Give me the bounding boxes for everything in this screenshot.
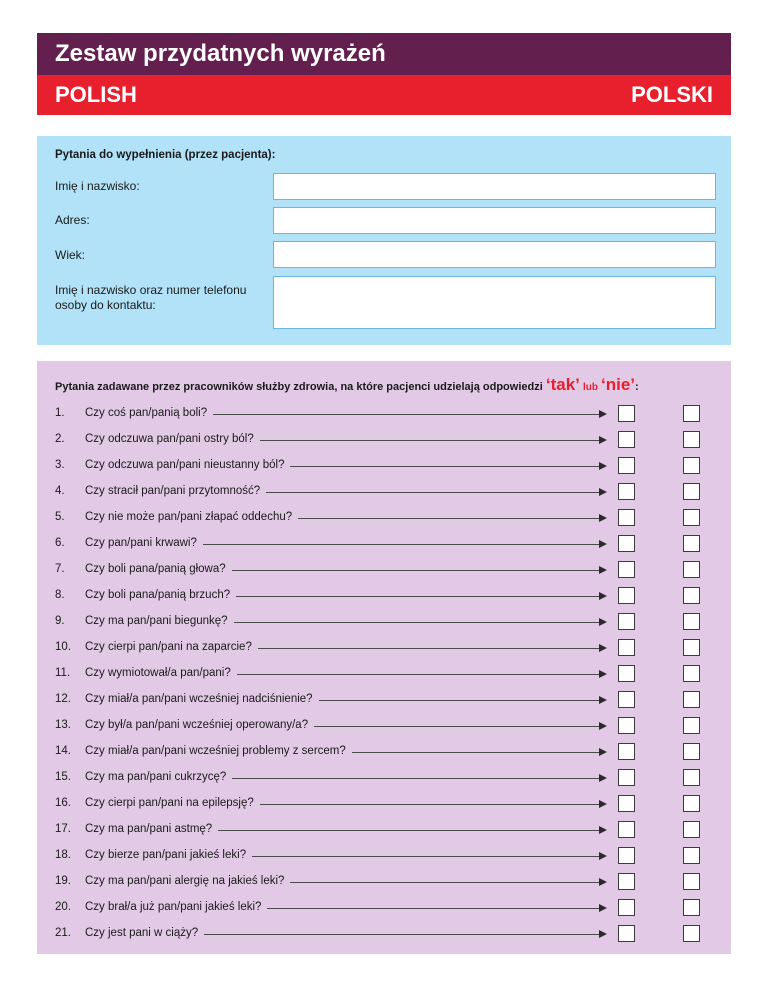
no-checkbox[interactable] xyxy=(683,769,700,786)
arrow-right-icon xyxy=(599,670,607,678)
no-checkbox[interactable] xyxy=(683,925,700,942)
yes-checkbox[interactable] xyxy=(618,691,635,708)
question-text: Czy ma pan/pani alergię na jakieś leki? xyxy=(85,875,285,887)
arrow-right-icon xyxy=(599,488,607,496)
question-text: Czy jest pani w ciąży? xyxy=(85,927,199,939)
arrow-right-icon xyxy=(599,462,607,470)
no-checkbox[interactable] xyxy=(683,665,700,682)
question-number: 13. xyxy=(55,719,71,731)
question-row xyxy=(37,558,731,584)
question-text: Czy boli pana/panią głowa? xyxy=(85,563,226,575)
question-row xyxy=(37,792,731,818)
staff-heading-text: Pytania zadawane przez pracowników służby zdrowia, na które pacjenci udzielają odpowiedzi xyxy=(55,381,543,393)
arrow-right-icon xyxy=(599,540,607,548)
leader-line xyxy=(237,674,603,675)
arrow-right-icon xyxy=(599,826,607,834)
arrow-right-icon xyxy=(599,904,607,912)
yes-checkbox[interactable] xyxy=(618,561,635,578)
question-number: 14. xyxy=(55,745,71,757)
question-text: Czy ma pan/pani biegunkę? xyxy=(85,615,228,627)
question-number: 10. xyxy=(55,641,71,653)
leader-line xyxy=(260,804,603,805)
no-checkbox[interactable] xyxy=(683,743,700,760)
question-text: Czy miał/a pan/pani wcześniej nadciśnienie? xyxy=(85,693,313,705)
yes-checkbox[interactable] xyxy=(618,925,635,942)
or-label: lub xyxy=(582,382,598,393)
arrow-right-icon xyxy=(599,722,607,730)
language-bar xyxy=(37,75,731,115)
leader-line xyxy=(252,856,603,857)
question-row xyxy=(37,428,731,454)
question-row xyxy=(37,714,731,740)
leader-line xyxy=(234,622,603,623)
leader-line xyxy=(203,544,603,545)
no-checkbox[interactable] xyxy=(683,717,700,734)
question-number: 8. xyxy=(55,589,65,601)
leader-line xyxy=(352,752,603,753)
question-number: 4. xyxy=(55,485,65,497)
yes-checkbox[interactable] xyxy=(618,639,635,656)
question-number: 20. xyxy=(55,901,71,913)
question-text: Czy bierze pan/pani jakieś leki? xyxy=(85,849,247,861)
no-checkbox[interactable] xyxy=(683,847,700,864)
leader-line xyxy=(204,934,603,935)
arrow-right-icon xyxy=(599,410,607,418)
question-text: Czy odczuwa pan/pani ostry ból? xyxy=(85,433,254,445)
question-number: 9. xyxy=(55,615,65,627)
question-row xyxy=(37,636,731,662)
no-label: ‘nie’ xyxy=(601,375,636,394)
question-row xyxy=(37,506,731,532)
leader-line xyxy=(232,778,603,779)
staff-questions-section xyxy=(37,361,731,954)
arrow-right-icon xyxy=(599,878,607,886)
question-text: Czy wymiotował/a pan/pani? xyxy=(85,667,231,679)
question-row xyxy=(37,870,731,896)
question-number: 7. xyxy=(55,563,65,575)
question-number: 1. xyxy=(55,407,65,419)
yes-checkbox[interactable] xyxy=(618,873,635,890)
patient-form-section xyxy=(37,136,731,345)
no-checkbox[interactable] xyxy=(683,587,700,604)
question-row xyxy=(37,402,731,428)
no-checkbox[interactable] xyxy=(683,535,700,552)
question-row xyxy=(37,844,731,870)
question-number: 11. xyxy=(55,667,71,679)
patient-form-heading: Pytania do wypełnienia (przez pacjenta): xyxy=(55,149,276,161)
question-text: Czy miał/a pan/pani wcześniej problemy z sercem? xyxy=(85,745,346,757)
question-row xyxy=(37,740,731,766)
field-label-emergency-contact: Imię i nazwisko oraz numer telefonu osoby do kontaktu: xyxy=(55,283,247,312)
question-row xyxy=(37,584,731,610)
arrow-right-icon xyxy=(599,618,607,626)
question-text: Czy stracił pan/pani przytomność? xyxy=(85,485,261,497)
page-title-bar xyxy=(37,33,731,75)
staff-questions-heading xyxy=(55,372,639,401)
question-number: 6. xyxy=(55,537,65,549)
question-number: 12. xyxy=(55,693,71,705)
question-number: 19. xyxy=(55,875,71,887)
arrow-right-icon xyxy=(599,930,607,938)
yes-checkbox[interactable] xyxy=(618,743,635,760)
question-row xyxy=(37,766,731,792)
question-number: 2. xyxy=(55,433,65,445)
yes-checkbox[interactable] xyxy=(618,509,635,526)
no-checkbox[interactable] xyxy=(683,899,700,916)
no-checkbox[interactable] xyxy=(683,509,700,526)
field-label-address: Adres: xyxy=(55,213,90,227)
arrow-right-icon xyxy=(599,852,607,860)
heading-colon: : xyxy=(635,381,639,393)
emergency-contact-field[interactable] xyxy=(273,276,716,329)
language-right-label: POLSKI xyxy=(631,82,713,107)
address-field[interactable] xyxy=(273,207,716,234)
question-row xyxy=(37,688,731,714)
no-checkbox[interactable] xyxy=(683,873,700,890)
question-text: Czy odczuwa pan/pani nieustanny ból? xyxy=(85,459,285,471)
arrow-right-icon xyxy=(599,436,607,444)
no-checkbox[interactable] xyxy=(683,561,700,578)
question-row xyxy=(37,532,731,558)
yes-checkbox[interactable] xyxy=(618,847,635,864)
question-number: 17. xyxy=(55,823,71,835)
yes-checkbox[interactable] xyxy=(618,431,635,448)
question-row xyxy=(37,454,731,480)
question-number: 15. xyxy=(55,771,71,783)
language-left-label: POLISH xyxy=(55,82,137,107)
question-text: Czy ma pan/pani cukrzycę? xyxy=(85,771,227,783)
question-row xyxy=(37,662,731,688)
question-number: 5. xyxy=(55,511,65,523)
question-number: 21. xyxy=(55,927,71,939)
question-row xyxy=(37,922,731,948)
no-checkbox[interactable] xyxy=(683,457,700,474)
leader-line xyxy=(290,466,603,467)
question-text: Czy pan/pani krwawi? xyxy=(85,537,197,549)
arrow-right-icon xyxy=(599,774,607,782)
leader-line xyxy=(260,440,603,441)
arrow-right-icon xyxy=(599,696,607,704)
yes-checkbox[interactable] xyxy=(618,613,635,630)
leader-line xyxy=(232,570,603,571)
arrow-right-icon xyxy=(599,748,607,756)
page-title: Zestaw przydatnych wyrażeń xyxy=(55,40,386,67)
yes-label: ‘tak’ xyxy=(545,375,580,394)
leader-line xyxy=(258,648,603,649)
leader-line xyxy=(218,830,603,831)
question-row xyxy=(37,896,731,922)
question-row xyxy=(37,610,731,636)
question-number: 18. xyxy=(55,849,71,861)
yes-checkbox[interactable] xyxy=(618,535,635,552)
question-row xyxy=(37,818,731,844)
yes-checkbox[interactable] xyxy=(618,483,635,500)
question-text: Czy brał/a już pan/pani jakieś leki? xyxy=(85,901,262,913)
yes-checkbox[interactable] xyxy=(618,821,635,838)
question-text: Czy coś pan/panią boli? xyxy=(85,407,208,419)
question-text: Czy boli pana/panią brzuch? xyxy=(85,589,231,601)
yes-checkbox[interactable] xyxy=(618,899,635,916)
question-row xyxy=(37,480,731,506)
no-checkbox[interactable] xyxy=(683,405,700,422)
question-number: 3. xyxy=(55,459,65,471)
leader-line xyxy=(213,414,603,415)
leader-line xyxy=(319,700,603,701)
leader-line xyxy=(236,596,603,597)
yes-checkbox[interactable] xyxy=(618,795,635,812)
name-field[interactable] xyxy=(273,173,716,200)
yes-checkbox[interactable] xyxy=(618,457,635,474)
no-checkbox[interactable] xyxy=(683,613,700,630)
question-text: Czy nie może pan/pani złapać oddechu? xyxy=(85,511,293,523)
yes-checkbox[interactable] xyxy=(618,587,635,604)
no-checkbox[interactable] xyxy=(683,639,700,656)
yes-checkbox[interactable] xyxy=(618,665,635,682)
age-field[interactable] xyxy=(273,241,716,268)
no-checkbox[interactable] xyxy=(683,795,700,812)
yes-checkbox[interactable] xyxy=(618,405,635,422)
question-number: 16. xyxy=(55,797,71,809)
yes-checkbox[interactable] xyxy=(618,769,635,786)
leader-line xyxy=(290,882,603,883)
field-label-age: Wiek: xyxy=(55,248,85,262)
question-text: Czy cierpi pan/pani na epilepsję? xyxy=(85,797,254,809)
no-checkbox[interactable] xyxy=(683,691,700,708)
arrow-right-icon xyxy=(599,644,607,652)
leader-line xyxy=(298,518,603,519)
arrow-right-icon xyxy=(599,514,607,522)
leader-line xyxy=(314,726,603,727)
field-label-name: Imię i nazwisko: xyxy=(55,179,140,193)
question-text: Czy cierpi pan/pani na zaparcie? xyxy=(85,641,252,653)
leader-line xyxy=(267,908,603,909)
no-checkbox[interactable] xyxy=(683,483,700,500)
question-text: Czy ma pan/pani astmę? xyxy=(85,823,213,835)
question-text: Czy był/a pan/pani wcześniej operowany/a? xyxy=(85,719,309,731)
leader-line xyxy=(266,492,603,493)
arrow-right-icon xyxy=(599,566,607,574)
arrow-right-icon xyxy=(599,800,607,808)
arrow-right-icon xyxy=(599,592,607,600)
no-checkbox[interactable] xyxy=(683,431,700,448)
yes-checkbox[interactable] xyxy=(618,717,635,734)
no-checkbox[interactable] xyxy=(683,821,700,838)
